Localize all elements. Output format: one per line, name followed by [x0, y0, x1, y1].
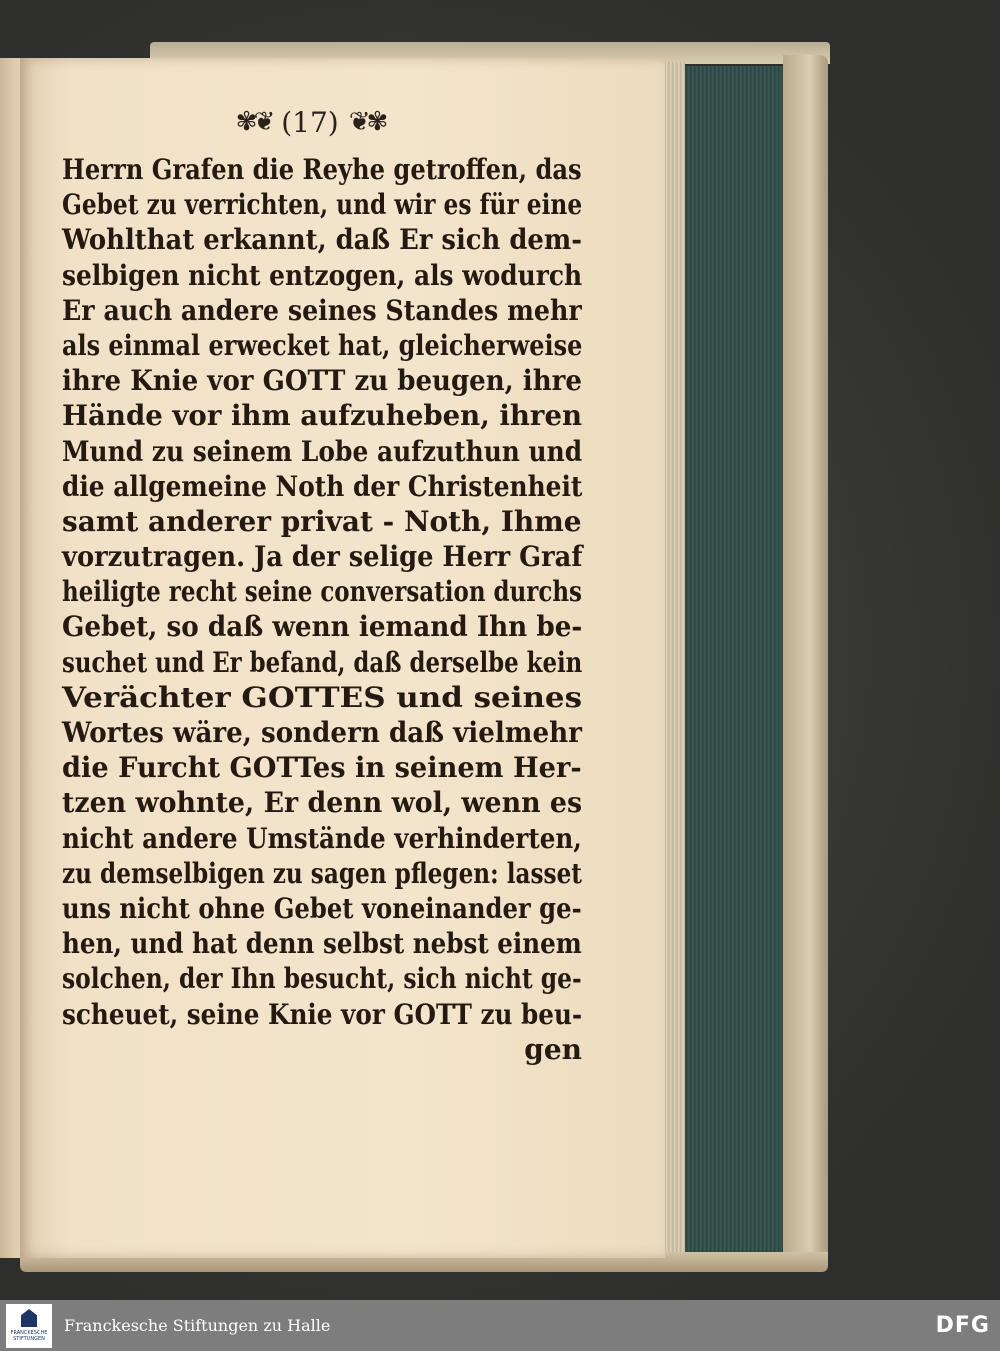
text-line: Wohlthat erkannt, daß Er sich dem-: [62, 223, 582, 257]
text-line: tzen wohnte, Er denn wol, wenn es: [62, 786, 583, 820]
cover-right-edge: [783, 55, 828, 1270]
text-line: Herrn Grafen die Reyhe getroffen, das: [62, 153, 582, 186]
header-ornament-left-icon: ✾❦: [235, 107, 272, 137]
footer-bar: [0, 1300, 1000, 1351]
franckesche-stiftungen-logo[interactable]: [6, 1304, 52, 1348]
text-line: samt anderer privat - Noth, Ihme: [62, 504, 582, 538]
text-line: als einmal erwecket hat, gleicherweise: [62, 328, 583, 362]
text-line: vorzutragen. Ja der selige Herr Graf: [62, 540, 583, 574]
text-line: zu demselbigen zu sagen pflegen: lasset: [62, 856, 583, 890]
dfg-logo[interactable]: DFG: [935, 1313, 990, 1338]
text-line: selbigen nicht entzogen, als wodurch: [62, 258, 583, 292]
page-header: [195, 102, 425, 142]
text-line: heiligte recht seine conversation durchs: [62, 575, 582, 609]
text-line: uns nicht ohne Gebet voneinander ge-: [62, 891, 582, 925]
page-number: (17): [281, 105, 339, 139]
text-line: Hände vor ihm aufzuheben, ihren: [62, 399, 583, 433]
text-line: solchen, der Ihn besucht, sich nicht ge-: [62, 962, 582, 996]
text-line: scheuet, seine Knie vor GOTT zu beu-: [62, 997, 583, 1031]
text-line: die allgemeine Noth der Christenheit: [62, 469, 583, 503]
catchword: gen: [524, 1032, 582, 1066]
logo-text-line: FRANCKESCHE: [10, 1330, 48, 1336]
text-line: Er auch andere seines Standes mehr: [62, 293, 582, 327]
text-line: Gebet zu verrichten, und wir es für eine: [62, 188, 583, 222]
text-line: Verächter GOTTES und seines: [62, 680, 582, 714]
institution-name[interactable]: Franckesche Stiftungen zu Halle: [64, 1316, 331, 1335]
page-body-text: [62, 152, 582, 1067]
page-block-edge-dark: [683, 66, 783, 1256]
logo-text-line: STIFTUNGEN: [13, 1336, 45, 1342]
text-line: hen, und hat denn selbst nebst einem: [62, 927, 582, 961]
building-icon: [21, 1309, 37, 1327]
text-line: Gebet, so daß wenn iemand Ihn be-: [62, 610, 583, 644]
text-line: ihre Knie vor GOTT zu beugen, ihre: [62, 364, 582, 398]
text-line: Mund zu seinem Lobe aufzuthun und: [62, 434, 583, 468]
text-line: nicht andere Umstände verhinderten,: [62, 821, 582, 855]
header-ornament-right-icon: ❦✾: [348, 107, 385, 137]
text-line: suchet und Er befand, daß derselbe kein: [62, 645, 583, 679]
text-line: die Furcht GOTTes in seinem Her-: [62, 751, 582, 785]
text-line: Wortes wäre, sondern daß vielmehr: [62, 716, 582, 749]
